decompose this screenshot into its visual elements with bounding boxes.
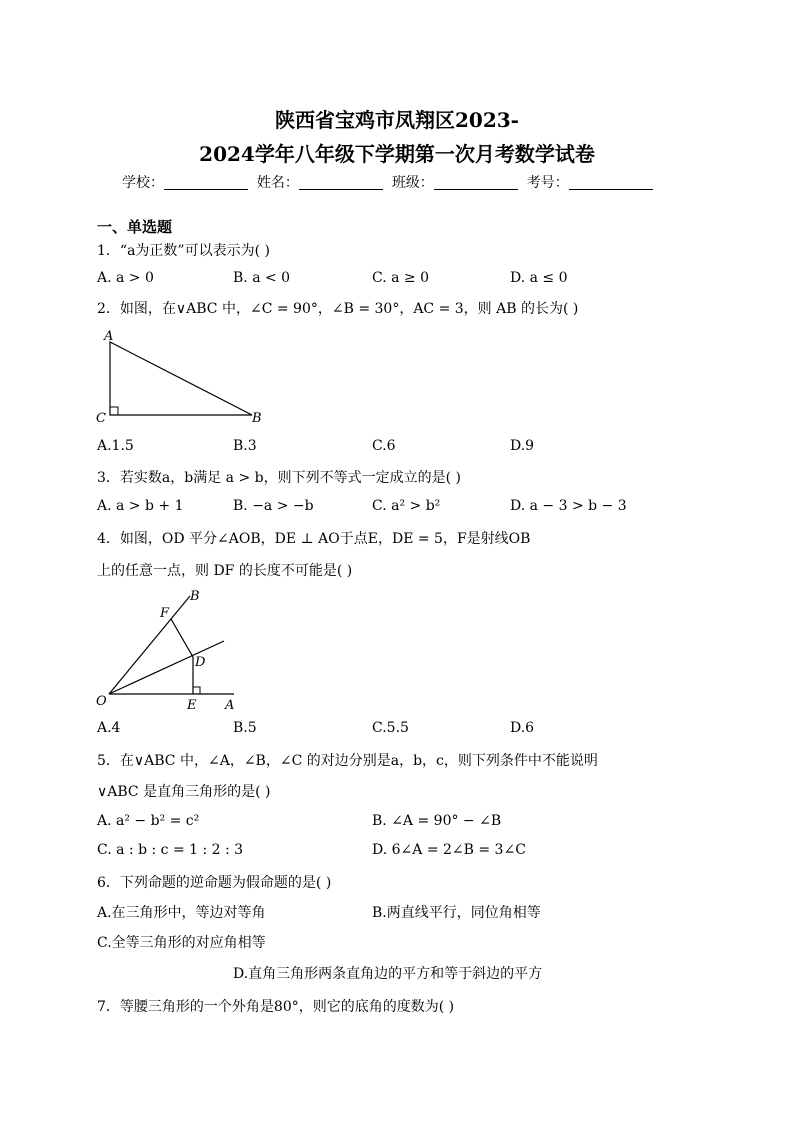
label-a: A	[104, 329, 114, 344]
question-4-stem-line1: 4．如图，OD 平分∠AOB，DE ⊥ AO于点E，DE = 5，F是射线OB	[97, 531, 531, 547]
name-blank[interactable]	[299, 175, 383, 190]
q3-option-c: C. a² > b²	[372, 498, 441, 514]
question-7-stem: 7．等腰三角形的一个外角是80°，则它的底角的度数为( )	[97, 999, 455, 1015]
q2-option-b: B.3	[233, 438, 257, 454]
label-b: B	[252, 411, 262, 426]
label-c: C	[96, 411, 106, 426]
question-3-stem: 3．若实数a，b满足 a > b，则下列不等式一定成立的是( )	[97, 470, 461, 486]
q3-option-b: B. −a > −b	[233, 498, 314, 514]
q6-option-a: A.在三角形中，等边对等角	[97, 905, 266, 921]
section-heading: 一、单选题	[97, 218, 173, 236]
school-label: 学校：	[122, 175, 164, 191]
q4-option-b: B.5	[233, 720, 257, 736]
q2-option-a: A.1.5	[97, 438, 134, 454]
q1-option-b: B. a < 0	[233, 270, 291, 286]
q6-option-d: D.直角三角形两条直角边的平方和等于斜边的平方	[233, 966, 543, 982]
label-f: F	[160, 606, 170, 621]
question-5-stem-line2: ∨ABC 是直角三角形的是( )	[97, 784, 271, 800]
class-blank[interactable]	[434, 175, 518, 190]
school-blank[interactable]	[164, 175, 248, 190]
student-info-line	[122, 172, 653, 192]
q4-option-c: C.5.5	[372, 720, 409, 736]
q4-angle-figure	[92, 586, 242, 714]
segment-fd	[171, 619, 193, 657]
ray-ob	[109, 596, 190, 694]
label-a: A	[225, 698, 235, 713]
q5-option-d: D. 6∠A = 2∠B = 3∠C	[372, 842, 526, 858]
q3-option-d: D. a − 3 > b − 3	[510, 498, 627, 514]
triangle-abc	[110, 342, 252, 415]
q5-option-b: B. ∠A = 90° − ∠B	[372, 813, 502, 829]
label-o: O	[96, 694, 107, 709]
class-label: 班级：	[391, 175, 434, 191]
q4-option-d: D.6	[510, 720, 535, 736]
q1-option-a: A. a > 0	[97, 270, 154, 286]
question-5-stem-line1: 5．在∨ABC 中，∠A，∠B，∠C 的对边分别是a，b，c，则下列条件中不能说明	[97, 753, 598, 769]
q5-option-c: C. a : b : c = 1 : 2 : 3	[97, 842, 244, 858]
right-angle-mark	[110, 407, 118, 415]
q1-option-c: C. a ≥ 0	[372, 270, 429, 286]
q2-triangle-figure	[92, 328, 272, 430]
label-e: E	[187, 698, 197, 713]
right-angle-mark	[193, 687, 200, 694]
number-label: 考号：	[526, 175, 569, 191]
label-d: D	[195, 655, 206, 670]
q4-option-a: A.4	[97, 720, 121, 736]
ray-od	[109, 641, 224, 694]
q2-option-c: C.6	[372, 438, 396, 454]
page-title-line2: 2024学年八年级下学期第一次月考数学试卷	[199, 142, 595, 166]
question-4-stem-line2: 上的任意一点，则 DF 的长度不可能是( )	[97, 563, 353, 579]
page-title-line1: 陕西省宝鸡市凤翔区2023-	[275, 108, 519, 132]
label-b: B	[190, 589, 200, 604]
q6-option-c: C.全等三角形的对应角相等	[97, 935, 266, 951]
question-2-stem: 2．如图，在∨ABC 中，∠C = 90°，∠B = 30°，AC = 3，则 AB 的长为( )	[97, 301, 579, 317]
q5-option-a: A. a² − b² = c²	[97, 813, 200, 829]
question-6-stem: 6．下列命题的逆命题为假命题的是( )	[97, 875, 332, 891]
q3-option-a: A. a > b + 1	[97, 498, 184, 514]
q2-option-d: D.9	[510, 438, 535, 454]
q6-option-b: B.两直线平行，同位角相等	[372, 905, 541, 921]
question-1-stem: 1．“a为正数”可以表示为( )	[97, 243, 270, 259]
number-blank[interactable]	[569, 175, 653, 190]
name-label: 姓名：	[256, 175, 299, 191]
q1-option-d: D. a ≤ 0	[510, 270, 568, 286]
